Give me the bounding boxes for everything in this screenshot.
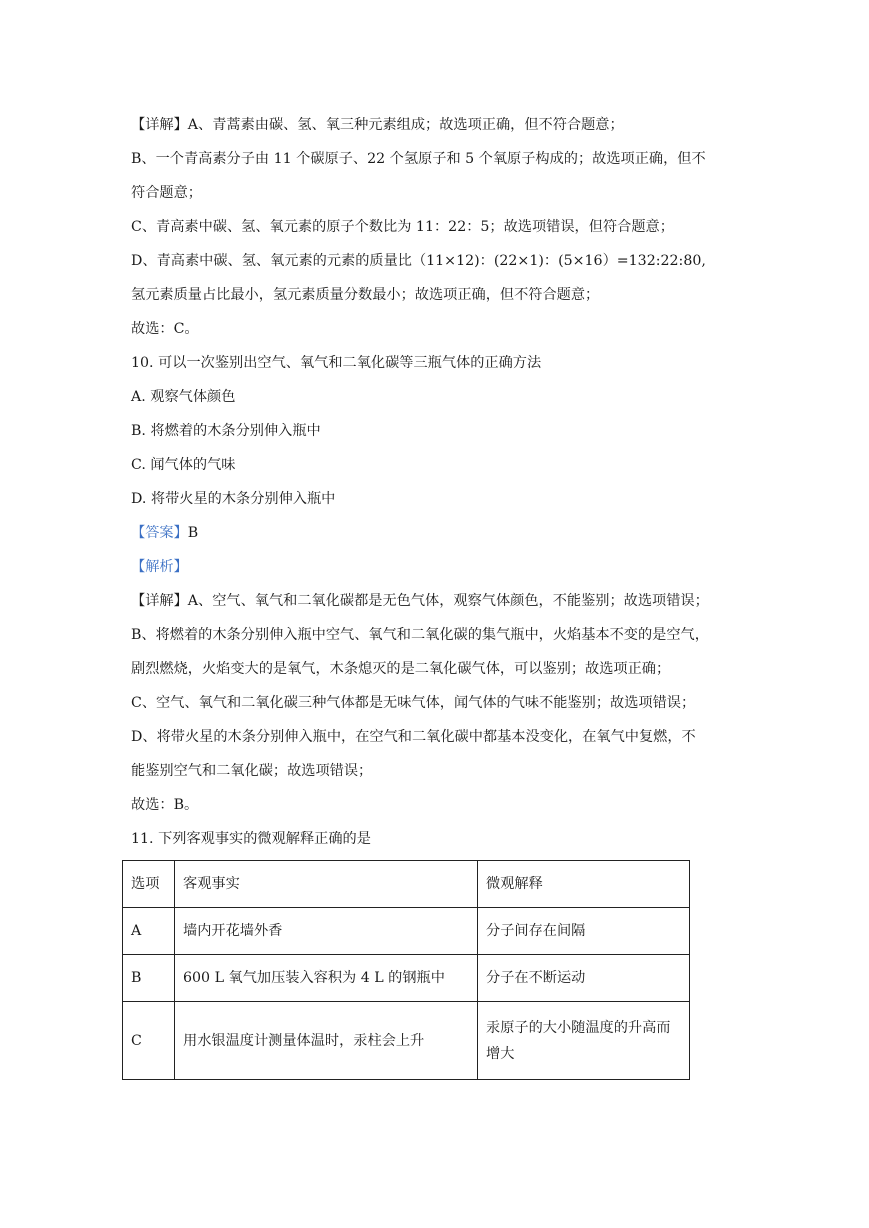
q10-option-a: A. 观察气体颜色 — [131, 389, 236, 405]
table-cell: 分子间存在间隔 — [478, 908, 690, 955]
q10-choose: 故选：B。 — [131, 797, 199, 813]
table-cell: 600 L 氧气加压装入容积为 4 L 的钢瓶中 — [175, 955, 478, 1002]
table-header-cell: 微观解释 — [478, 861, 690, 908]
q10-answer — [131, 516, 741, 550]
q10-detail-d1: D、将带火星的木条分别伸入瓶中，在空气和二氧化碳中都基本没变化，在氧气中复燃，不 — [131, 729, 696, 745]
q9-detail-d1: D、青高素中碳、氢、氧元素的元素的质量比（11×12)：(22×1)：(5×16）=132:22:80, — [131, 253, 706, 269]
table-row — [123, 1002, 690, 1080]
q11-stem: 11. 下列客观事实的微观解释正确的是 — [131, 831, 371, 847]
table-header-cell: 选项 — [123, 861, 175, 908]
q9-detail-d2: 氢元素质量占比最小，氢元素质量分数最小；故选项正确，但不符合题意； — [131, 287, 600, 303]
q10-option-c: C. 闻气体的气味 — [131, 457, 236, 473]
q10-detail-c: C、空气、氧气和二氧化碳三种气体都是无味气体，闻气体的气味不能鉴别；故选项错误； — [131, 695, 696, 711]
table-cell: 用水银温度计测量体温时，汞柱会上升 — [175, 1002, 478, 1080]
q9-detail-b2: 符合题意； — [131, 185, 202, 201]
document-body — [131, 108, 741, 1080]
q10-analysis-label: 【解析】 — [131, 559, 188, 575]
table-cell: 分子在不断运动 — [478, 955, 690, 1002]
table-row — [123, 908, 690, 955]
table-header-row — [123, 861, 690, 908]
table-header-cell: 客观事实 — [175, 861, 478, 908]
q9-choose: 故选：C。 — [131, 321, 199, 337]
q9-detail-b1: B、一个青高素分子由 11 个碳原子、22 个氢原子和 5 个氧原子构成的；故选项正确，但不 — [131, 151, 706, 167]
table-cell: 墙内开花墙外香 — [175, 908, 478, 955]
table-cell: B — [123, 955, 175, 1002]
q10-option-b: B. 将燃着的木条分别伸入瓶中 — [131, 423, 321, 439]
table-row — [123, 955, 690, 1002]
q10-detail-b2: 剧烈燃烧，火焰变大的是氧气，木条熄灭的是二氧化碳气体，可以鉴别；故选项正确； — [131, 661, 671, 677]
answer-label: 【答案】 — [131, 525, 188, 541]
table-cell: A — [123, 908, 175, 955]
q10-detail-d2: 能鉴别空气和二氧化碳；故选项错误； — [131, 763, 373, 779]
q10-option-d: D. 将带火星的木条分别伸入瓶中 — [131, 491, 336, 507]
answer-value: B — [187, 525, 199, 541]
q10-detail-a: 【详解】A、空气、氧气和二氧化碳都是无色气体，观察气体颜色，不能鉴别；故选项错误； — [131, 593, 709, 609]
q10-detail-b1: B、将燃着的木条分别伸入瓶中空气、氧气和二氧化碳的集气瓶中，火焰基本不变的是空气， — [131, 627, 709, 643]
table-cell: C — [123, 1002, 175, 1080]
q11-table — [122, 860, 690, 1080]
q9-detail-c: C、青高素中碳、氢、氧元素的原子个数比为 11：22：5；故选项错误，但符合题意； — [131, 219, 674, 235]
q10-stem: 10. 可以一次鉴别出空气、氧气和二氧化碳等三瓶气体的正确方法 — [131, 355, 542, 371]
table-cell: 汞原子的大小随温度的升高而增大 — [478, 1002, 690, 1080]
q9-detail-a: 【详解】A、青蒿素由碳、氢、氧三种元素组成；故选项正确，但不符合题意； — [131, 117, 624, 133]
